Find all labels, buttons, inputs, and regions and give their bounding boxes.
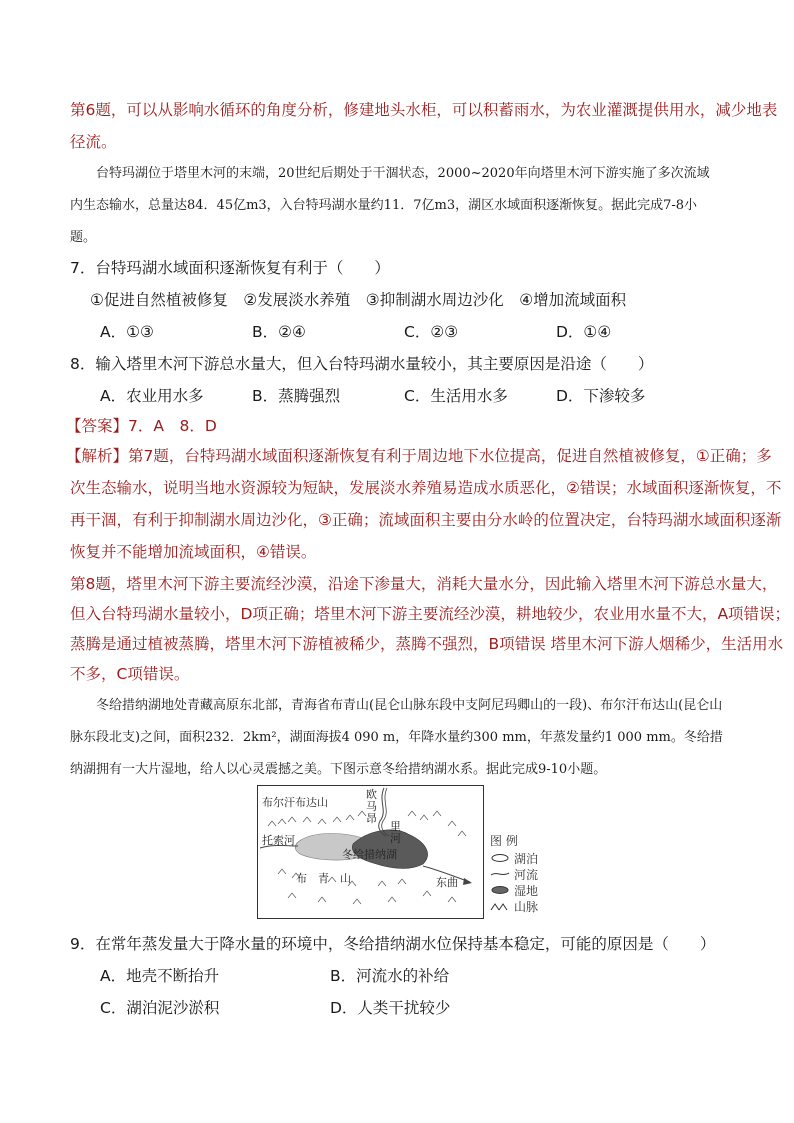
q7-option-b[interactable]: B．②④	[252, 323, 306, 341]
analysis-q7-l4: 恢复并不能增加流域面积，④错误。	[70, 543, 317, 561]
q8-option-d[interactable]: D．下渗较多	[556, 387, 646, 405]
q9-stem: 9．在常年蒸发量大于降水量的环境中，冬给措纳湖水位保持基本稳定，可能的原因是（ ）	[70, 935, 716, 953]
label-river-west: 托索河	[262, 834, 295, 847]
answer-tag: 【答案】	[66, 417, 129, 435]
passage-donggeicuona: 冬给措纳湖地处青藏高原东北部，青海省布青山(昆仑山脉东段中支阿尼玛卿山的一段)、布尔汗布达山(昆仑山脉东段北支)之间，面积232．2km²，湖面海拔4 090 m，年降水量约300 mm，年蒸发量约1 000 mm。冬给措纳湖拥有一大片湿地，给人以心灵震撼之美。下图示意冬给措纳湖水系。据此完成9-10小题。	[70, 698, 723, 777]
legend-title: 图 例	[490, 833, 518, 848]
analysis-q7-l1: 第7题，台特玛湖水域面积逐渐恢复有利于周边地下水位提高，促进自然植被修复，①正确；多	[128, 447, 772, 465]
mountain-icon	[490, 901, 510, 911]
river-icon	[490, 869, 510, 879]
map-drawing	[258, 786, 482, 917]
legend-mountain: 山脉	[490, 898, 538, 914]
lake-system-map	[257, 785, 484, 919]
legend-wetland: 湿地	[490, 882, 538, 898]
q9-options-row1	[70, 960, 756, 992]
q8-option-b[interactable]: B．蒸腾强烈	[252, 387, 341, 405]
q9-option-a[interactable]: A．地壳不断抬升	[100, 967, 220, 985]
label-river-n2: 马	[366, 800, 377, 813]
analysis-q7-l2: 次生态输水，说明当地水资源较为短缺，发展淡水养殖易造成水质恶化，②错误；水域面积逐渐恢复，不	[70, 479, 782, 497]
label-river-n4: 里	[390, 820, 401, 833]
label-north-range: 布尔汗布达山	[262, 796, 328, 809]
q8-options	[70, 380, 756, 412]
q7-option-d[interactable]: D．①④	[556, 323, 612, 341]
q9-option-d[interactable]: D．人类干扰较少	[330, 999, 451, 1017]
analysis-q8-l2: 但入台特玛湖水量较小，D项正确；塔里木河下游主要流经沙漠，耕地较少，农业用水量不大，A项错误；	[70, 605, 791, 623]
q8-option-c[interactable]: C．生活用水多	[404, 387, 508, 405]
legend-lake: 湖泊	[490, 850, 538, 866]
analysis-q8-l4: 不多，C项错误。	[70, 665, 190, 683]
q7-stem: 7．台特玛湖水域面积逐渐恢复有利于（ ）	[70, 259, 390, 277]
answer-text: 7．A 8．D	[128, 417, 217, 435]
q6-analysis-line1: 第6题，可以从影响水循环的角度分析，修建地头水柜，可以积蓄雨水，为农业灌溉提供用水，减少地表	[70, 101, 778, 119]
analysis-q8-l3: 蒸腾是通过植被蒸腾，塔里木河下游植被稀少，蒸腾不强烈，B项错误 塔里木河下游人烟稀少，生活用水	[70, 635, 784, 653]
map-legend	[490, 832, 538, 914]
label-river-n1: 欧	[366, 788, 377, 801]
q9-option-c[interactable]: C．湖泊泥沙淤积	[100, 999, 220, 1017]
wetland-icon	[490, 885, 510, 895]
legend-river: 河流	[490, 866, 538, 882]
river-east-arrow	[463, 878, 472, 885]
answer-line	[66, 410, 722, 442]
label-river-n3: 昂	[366, 812, 377, 825]
q9-options-row2	[70, 992, 756, 1024]
analysis-line1	[66, 440, 772, 472]
q6-analysis-line2: 径流。	[70, 133, 117, 151]
q9-option-b[interactable]: B．河流水的补给	[330, 967, 450, 985]
label-river-n5: 河	[390, 832, 401, 845]
q7-option-c[interactable]: C．②③	[404, 323, 459, 341]
analysis-q7-l3: 再干涸，有利于抑制湖水周边沙化，③正确；流域面积主要由分水岭的位置决定，台特玛湖水域面积逐渐	[70, 511, 782, 529]
label-lake: 冬给措纳湖	[342, 848, 397, 861]
q7-options	[70, 316, 756, 348]
q7-items: ①促进自然植被修复 ②发展淡水养殖 ③抑制湖水周边沙化 ④增加流域面积	[90, 291, 627, 309]
q8-stem: 8．输入塔里木河下游总水量大，但入台特玛湖水量较小，其主要原因是沿途（ ）	[70, 355, 654, 373]
passage-taitema: 台特玛湖位于塔里木河的末端，20世纪后期处于干涸状态，2000~2020年向塔里木河下游实施了多次流域内生态输水，总量达84．45亿m3，入台特玛湖水量约11．7亿m3，湖区水域面积逐渐恢复。据此完成7-8小题。	[70, 166, 710, 245]
analysis-tag: 【解析】	[66, 447, 129, 465]
lake-icon	[490, 853, 510, 863]
q8-option-a[interactable]: A．农业用水多	[100, 387, 204, 405]
q7-option-a[interactable]: A．①③	[100, 323, 154, 341]
label-south-range: 布 青 山	[296, 872, 351, 885]
analysis-q8-l1: 第8题，塔里木河下游主要流经沙漠，沿途下渗量大，消耗大量水分，因此输入塔里木河下游总水量大，	[70, 575, 778, 593]
label-river-east: 东曲	[436, 876, 458, 889]
